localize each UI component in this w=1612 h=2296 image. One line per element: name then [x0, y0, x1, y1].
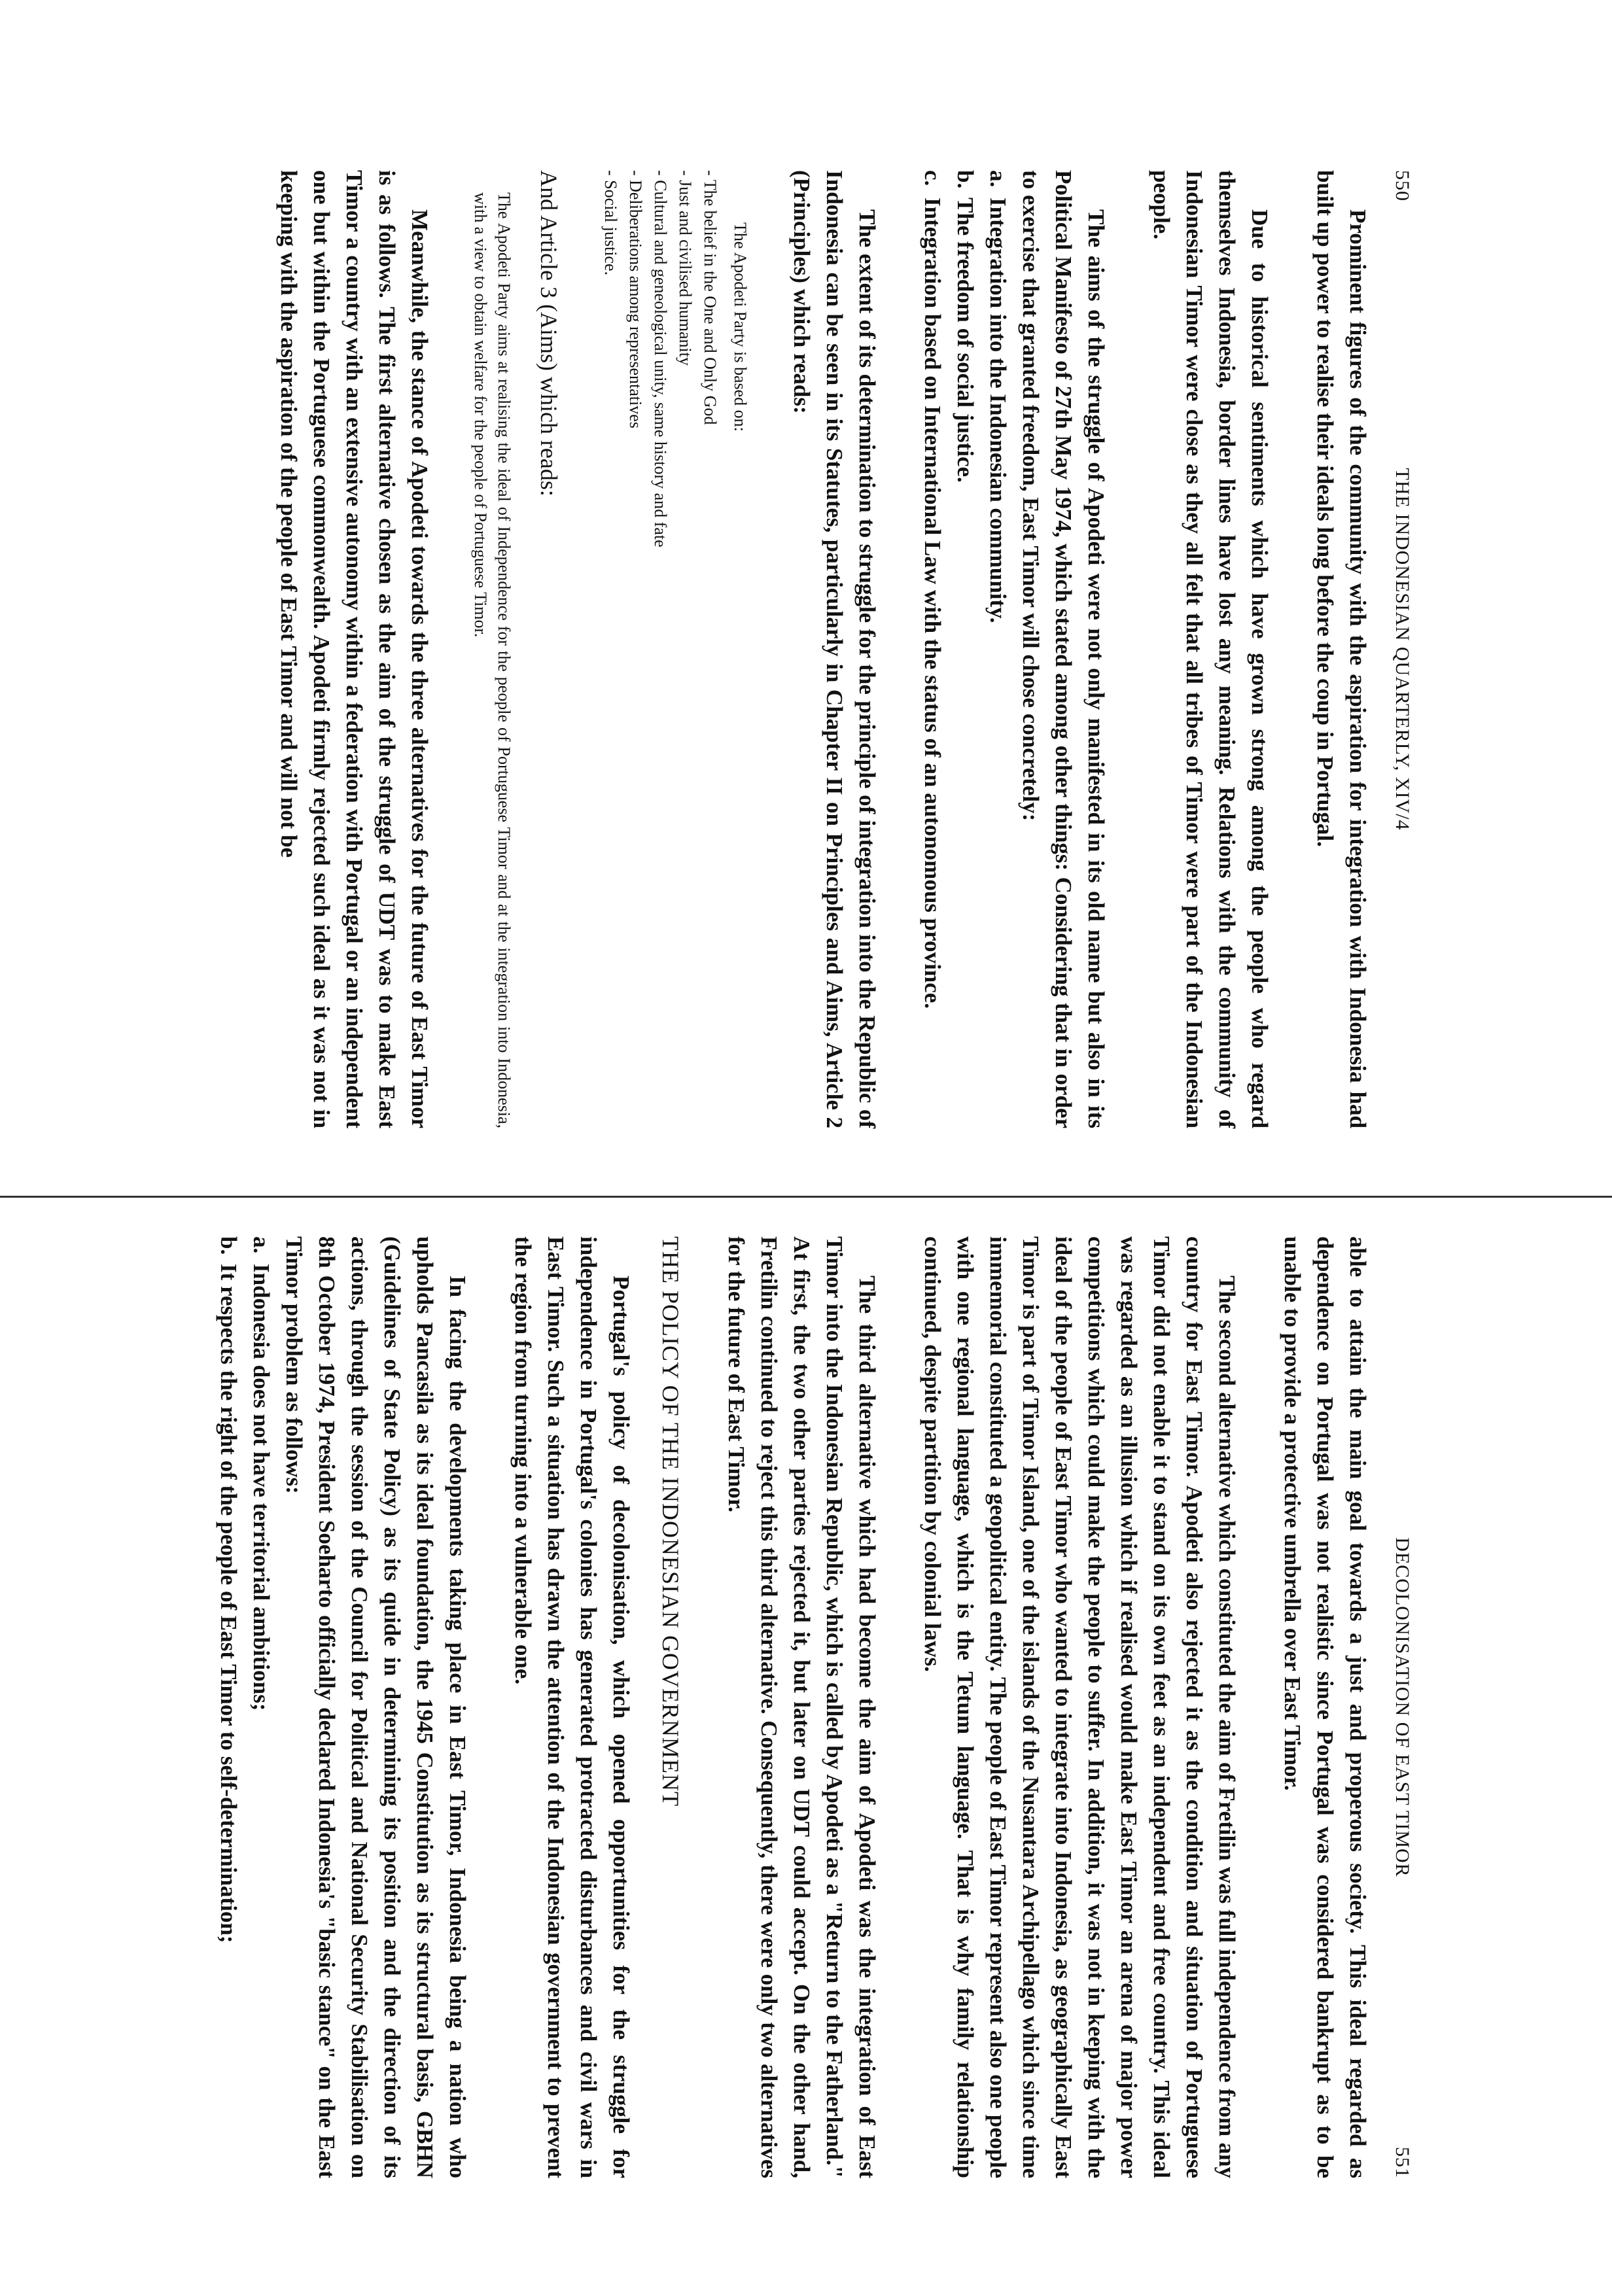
paragraph-basic-stance: In facing the developments taking place in East Timor, Indonesia being a nation who upholds Pancasila as its ideal foundation, the 1945 Constitution as its structural basis, GBHN (Guidelines of State Policy) as its quide in determining its position and the direction of its actions, through the session of the Council for Political and National Security Stabilisation on 8th October 1974, President Soeharto officially declared Indonesia's "basic stance" on the East Timor problem as follows: — [281, 1236, 470, 2178]
paragraph-second-alternative: The second alternative which constituted the aim of Fretilin was full independence from any country for East Timor. Apodeti also rejected it as the condition and situation of Portuguese Timor did not enable it to stand on its own feet as an independent and free country. This ideal was regarded as an illusion which if realised would make East Timor an arena of major power competitions which could make the people to suffer. In addition, it was not in keeping with the ideal of the people of East Timor who wanted to integrate into Indonesia, as geographically East Timor is part of Timor Island, one of the islands of the Nusantara Archipellago which since time immemorial constituted a geopolitical entity. The people of East Timor represent also one people with one regional language, which is the Tetum language. That is why family relationship continued, despite partition by colonial laws. — [920, 1236, 1240, 2178]
list-item: c. Integration based on International Law with the status of an autonomous province. — [920, 170, 945, 1009]
list-item: - Deliberations among representatives — [626, 170, 645, 428]
page-divider — [0, 1196, 1612, 1198]
list-item: b. The freedom of social justice. — [953, 170, 978, 483]
paragraph-portugal-policy: Portugal's policy of decolonisation, which opened opportunities for the struggle for independence in Portugal's colonies has generated protracted disturbances and civil wars in East Timor. Such a situation has drawn the attention of the Indonesian government to prevent the region from turning into a vulnerable one. — [510, 1236, 634, 2178]
paragraph-third-alternative: The third alternative which had become the aim of Apodeti was the integration of East Timor into the Indonesian Republic, which is called by Apodeti as a "Return to the Fatherland." At first, the two other parties rejected it, but later on UDT could accept. On the other hand, Fretilin continued to reject this third alternative. Consequently, there were only two alternatives for the future of East Timor. — [724, 1236, 880, 2178]
paragraph-continuation: able to attain the main goal towards a just and properous society. This ideal regarded as dependence on Portugal was not realistic since Portugal was considered bankrupt as to be unable to provide a protective umbrella over East Timor. — [1280, 1236, 1371, 2178]
principles-intro: The Apodeti Party is based on: — [731, 222, 750, 432]
article-3-quote: The Apodeti Party aims at realising the ideal of Independence for the people of Portuguese Timor and at the integration into Indonesia, with a view to obtain welfare for the people of Portuguese Timor. — [471, 192, 514, 1128]
paragraph-prominent-figures: Prominent figures of the community with the aspiration for integration with Indonesia had built up power to realise their ideals long before the coup in Portugal. — [1312, 170, 1371, 1128]
page-number: 551 — [1392, 2147, 1413, 2178]
section-heading: THE POLICY OF THE INDONESIAN GOVERNMENT — [657, 1236, 684, 1807]
list-item: a. Indonesia does not have territorial ambitions; — [249, 1236, 274, 1711]
list-item: a. Integration into the Indonesian community. — [985, 170, 1011, 623]
principles-list — [598, 170, 722, 1128]
article-3-heading: And Article 3 (Aims) which reads: — [536, 170, 562, 496]
running-head — [1374, 1236, 1413, 2178]
page-551 — [131, 1236, 1413, 2178]
running-head — [1374, 170, 1413, 1128]
paragraph-historical-sentiments: Due to historical sentiments which have grown strong among the people who regard themselves Indonesia, border lines have lost any meaning. Relations with the community of Indonesian Timor were close as they all felt that all tribes of Timor were part of the Indonesian people. — [1149, 170, 1272, 1128]
list-item: - The belief in the One and Only God — [701, 170, 720, 425]
paragraph-stance-of-apodeti: Meanwhile, the stance of Apodeti towards the three alternatives for the future of East Timor is as follows. The first alternative chosen as the aim of the struggle of UDT was to make East Timor a country with an extensive autonomy within a federation with Portugal or an independent one but within the Portuguese commonwealth. Apodeti firmly rejected such ideal as it was not in keeping with the aspiration of the people of East Timor and will not be — [276, 170, 432, 1128]
aims-list — [916, 170, 1014, 1128]
list-item: - Cultural and geneological unity, same history and fate — [651, 170, 670, 548]
stance-list — [212, 1236, 277, 2178]
journal-running-title: THE INDONESIAN QUARTERLY, XIV/4 — [1392, 468, 1413, 831]
page-550 — [131, 170, 1413, 1128]
principles-block — [598, 170, 752, 1128]
paragraph-aims-of-apodeti: The aims of the struggle of Apodeti were not only manifested in its old name but also in its Political Manifesto of 27th May 1974, which stated among other things: Considering that in order to exercise that granted freedom, East Timor will chose concretely: — [1018, 170, 1109, 1128]
list-item: - Just and civilised humanity — [676, 170, 695, 366]
article-running-title: DECOLONISATION OF EAST TIMOR — [1392, 1537, 1413, 1877]
paragraph-statutes: The extent of its determination to struggle for the principle of integration into the Republic of Indonesia can be seen in its Statutes, particularly in Chapter II on Principles and Aims, Article 2 (Principles) which reads: — [789, 170, 880, 1128]
list-item: - Social justice. — [601, 170, 620, 276]
list-item: b. It respects the right of the people of East Timor to self-determination; — [216, 1236, 241, 1943]
page-number: 550 — [1392, 170, 1413, 201]
